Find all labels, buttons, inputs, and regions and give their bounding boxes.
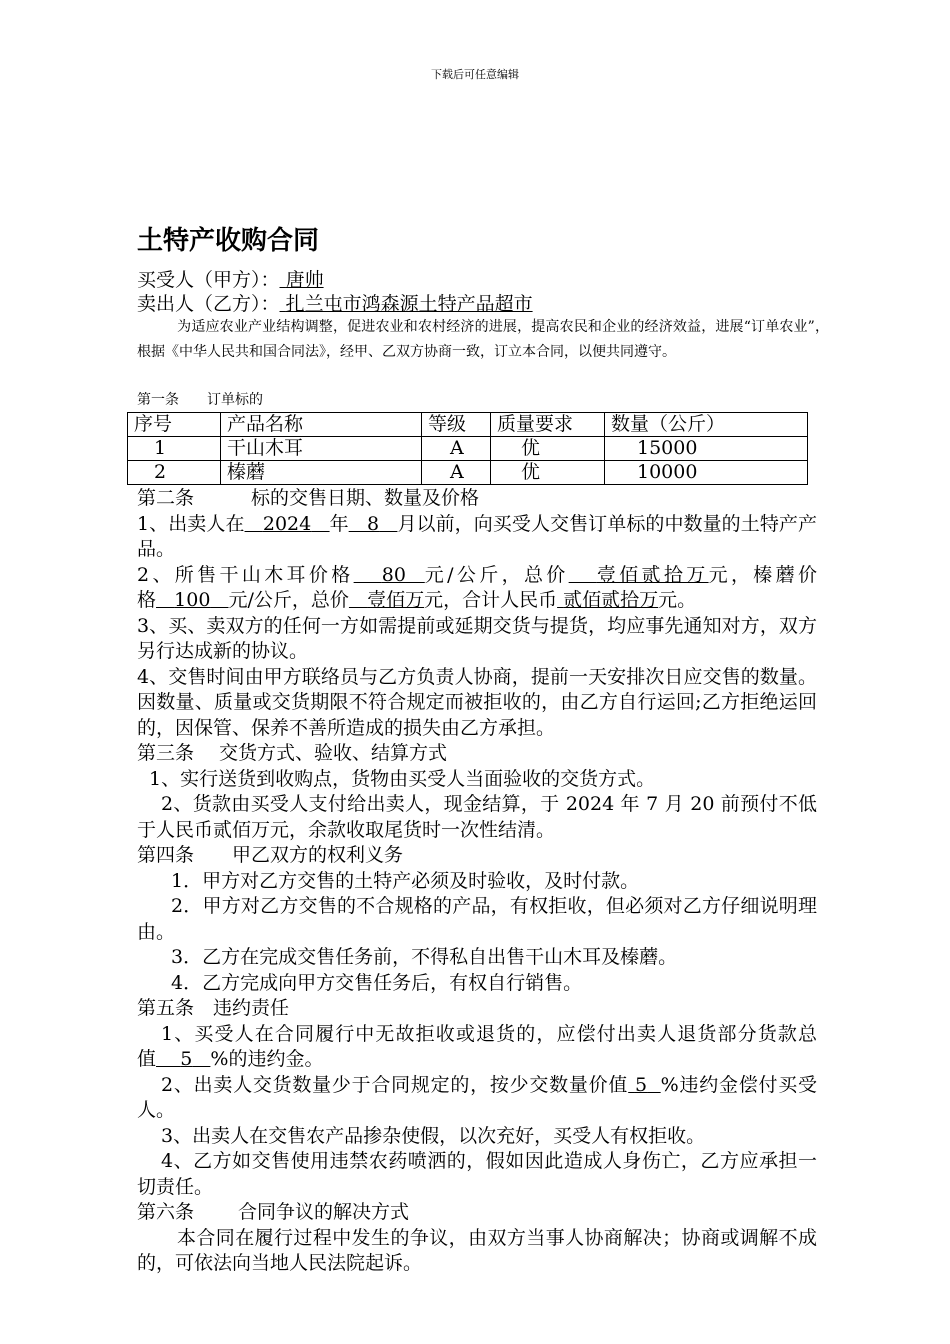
- cell-index: 2: [128, 461, 221, 485]
- col-header-product: 产品名称: [221, 413, 422, 437]
- cell-product: 干山木耳: [221, 437, 422, 461]
- page-header: 下载后可任意编辑: [431, 68, 519, 81]
- buyer-line: [137, 265, 726, 292]
- intro-paragraph: 为适应农业产业结构调整，促进农业和农村经济的进展，提高农民和企业的经济效益，进展“订单农业”，根据《中华人民共和国合同法》，经甲、乙双方协商一致，订立本合同，以便共同遵守。: [137, 319, 829, 360]
- cell-grade: A: [422, 437, 491, 461]
- article2-clause2: 2、所售干山木耳价格 80 元/公斤，总价 壹佰贰拾万元，榛蘑价格 100 元/公斤，总价 壹佰万元，合计人民币 贰佰贰拾万元。: [137, 563, 817, 611]
- article4-clause1: 1．甲方对乙方交售的土特产必须及时验收，及时付款。: [171, 869, 640, 892]
- article5-heading: 第五条 违约责任: [137, 997, 290, 1019]
- article3-heading: 第三条 交货方式、验收、结算方式: [137, 742, 448, 764]
- article4-heading: 第四条 甲乙双方的权利义务: [137, 844, 404, 866]
- article3-clause2: 2、货款由买受人支付给出卖人，现金结算，于 2024 年 7 月 20 前预付不低于人民币贰佰万元，余款收取尾货时一次性结清。: [137, 793, 817, 841]
- article5-clause4: 4、乙方如交售使用违禁农药喷洒的，假如因此造成人身伤亡，乙方应承担一切责任。: [137, 1150, 817, 1198]
- article1-heading: 第一条 订单标的: [137, 392, 263, 408]
- contract-body: [137, 486, 817, 1277]
- col-header-quantity: 数量（公斤）: [605, 413, 808, 437]
- seller-label: 卖出人（乙方）：: [137, 293, 280, 315]
- article2-heading: 第二条 标的交售日期、数量及价格: [137, 487, 480, 509]
- cell-quality: 优: [491, 437, 605, 461]
- cell-quantity: 15000: [605, 437, 808, 461]
- article5-clause1: 1、买受人在合同履行中无故拒收或退货的，应偿付出卖人退货部分货款总值 5 %的违约金。: [137, 1022, 817, 1070]
- buyer-name: 唐帅: [285, 269, 324, 291]
- cell-index: 1: [128, 437, 221, 461]
- seller-name: 扎兰屯市鸿森源土特产品超市: [285, 293, 533, 315]
- article6-heading: 第六条 合同争议的解决方式: [137, 1201, 410, 1223]
- document-title: 土特产收购合同: [137, 226, 320, 256]
- table-row: [128, 437, 808, 461]
- article4-clause4: 4．乙方完成向甲方交售任务后，有权自行销售。: [171, 971, 583, 994]
- article4-clause3: 3．乙方在完成交售任务前，不得私自出售干山木耳及榛蘑。: [171, 946, 678, 968]
- article2-clause3: 3、买、卖双方的任何一方如需提前或延期交货与提货，均应事先通知对方，双方另行达成新的协议。: [137, 614, 817, 662]
- cell-quality: 优: [491, 461, 605, 485]
- col-header-index: 序号: [128, 413, 221, 437]
- cell-product: 榛蘑: [221, 461, 422, 485]
- product-table: [127, 412, 808, 485]
- article6-clause1: 本合同在履行过程中发生的争议，由双方当事人协商解决；协商或调解不成的，可依法向当地人民法院起诉。: [137, 1226, 817, 1274]
- article5-clause3: 3、出卖人在交售农产品掺杂使假，以次充好，买受人有权拒收。: [161, 1124, 706, 1147]
- article2-clause4: 4、交售时间由甲方联络员与乙方负责人协商，提前一天安排次日应交售的数量。因数量、质量或交货期限不符合规定而被拒收的，由乙方自行运回;乙方拒绝运回的，因保管、保养不善所造成的损失由乙方承担。: [137, 665, 817, 739]
- table-header-row: [128, 413, 808, 437]
- article4-clause2: 2．甲方对乙方交售的不合规格的产品，有权拒收，但必须对乙方仔细说明理由。: [137, 895, 817, 943]
- article2-clause1: 1、出卖人在 2024 年 8 月以前，向买受人交售订单标的中数量的土特产产品。: [137, 512, 817, 560]
- cell-quantity: 10000: [605, 461, 808, 485]
- article3-clause1: 1、实行送货到收购点，货物由买受人当面验收的交货方式。: [149, 767, 656, 790]
- table-row: [128, 461, 808, 485]
- cell-grade: A: [422, 461, 491, 485]
- col-header-quality: 质量要求: [491, 413, 605, 437]
- buyer-label: 买受人（甲方）：: [137, 269, 280, 291]
- col-header-grade: 等级: [422, 413, 491, 437]
- seller-line: [137, 289, 533, 316]
- article5-clause2: 2、出卖人交货数量少于合同规定的，按少交数量价值 5 %违约金偿付买受人。: [137, 1073, 817, 1121]
